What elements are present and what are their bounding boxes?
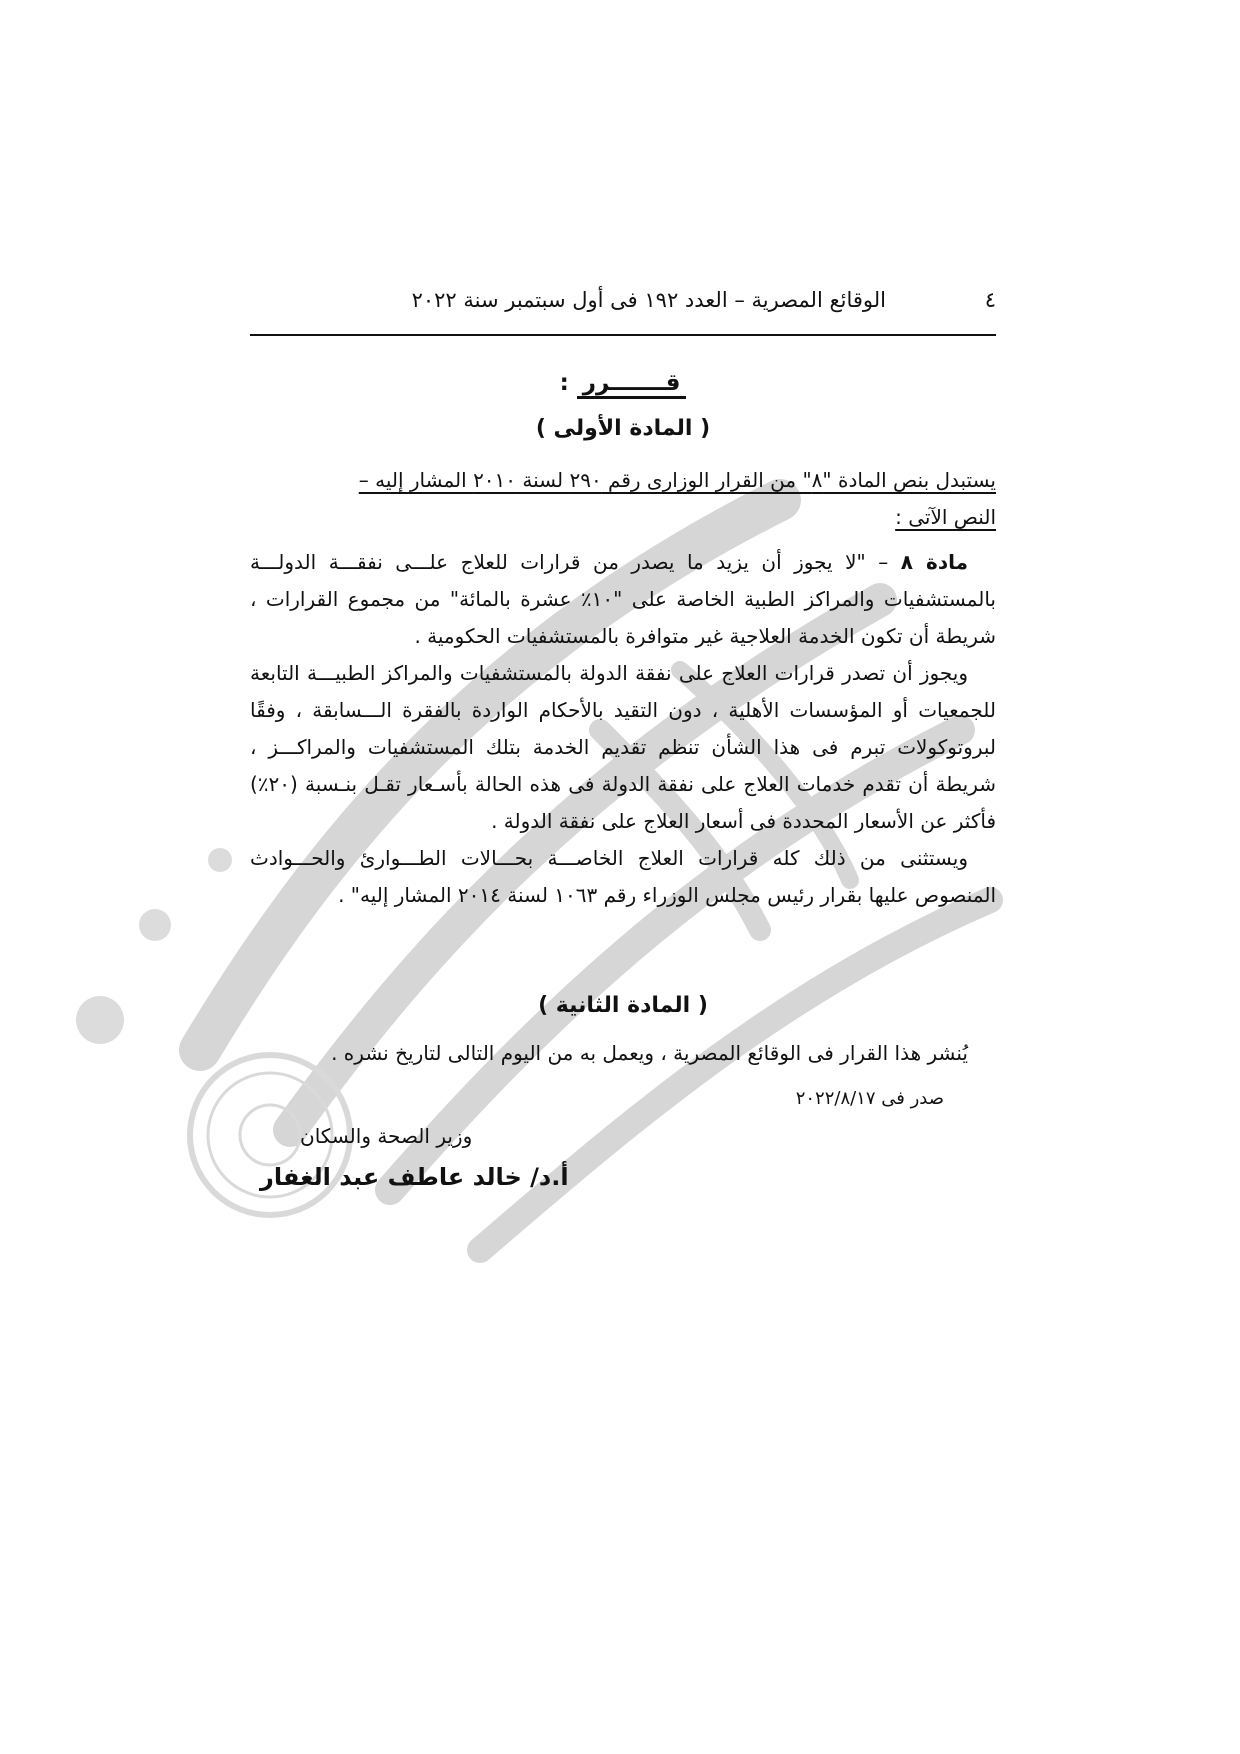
intro-line: النص الآتى : <box>895 505 996 529</box>
decision-word: قـــــــرر <box>577 370 687 399</box>
article-two-body <box>250 1035 996 1072</box>
body-paragraph: يُنشر هذا القرار فى الوقائع المصرية ، ويعمل به من اليوم التالى لتاريخ نشره . <box>331 1041 968 1065</box>
page-number: ٤ <box>984 288 996 312</box>
intro-line: يستبدل بنص المادة "٨" من القرار الوزارى رقم ٢٩٠ لسنة ٢٠١٠ المشار إليه – <box>358 468 996 492</box>
article-label: مادة ٨ <box>900 550 968 574</box>
body-paragraph: ويجوز أن تصدر قرارات العلاج على نفقة الدولة بالمستشفيات والمراكز الطبيـــة التابعة للجمعيات أو المؤسسات الأهلية ، دون التقيد بالأحكام الواردة بالفقرة الـــسابقة ، وفقًا لبروتوكولات تبرم فى هذا الشأن تنظم تقديم الخدمة بتلك المستشفيات والمراكـــز ، شريطة أن تقدم خدمات العلاج على نفقة الدولة فى هذه الحالة بأسـعار تقـل بنـسبة (٢٠٪) فأكثر عن الأسعار المحددة فى أسعار العلاج على نفقة الدولة . <box>250 661 996 833</box>
article-one-body <box>250 544 996 914</box>
article-one-intro <box>250 462 996 536</box>
decision-colon: : <box>559 370 569 396</box>
header-divider <box>250 334 996 336</box>
paragraph-text: – "لا يجوز أن يزيد ما يصدر من قرارات للعلاج علـــى نفقـــة الدولـــة بالمستشفيات والمراكز الطبية الخاصة على "١٠٪ عشرة بالمائة" من مجموع القرارات ، شريطة أن تكون الخدمة العلاجية غير متوافرة بالمستشفيات الحكومية . <box>250 550 996 648</box>
body-paragraph: ويستثنى من ذلك كله قرارات العلاج الخاصـــة بحـــالات الطـــوارئ والحـــوادث المنصوص عليها بقرار رئيس مجلس الوزراء رقم ١٠٦٣ لسنة ٢٠١٤ المشار إليه" . <box>250 846 996 907</box>
body-paragraph <box>250 544 996 655</box>
signatory-name: أ.د/ خالد عاطف عبد الغفار <box>260 1163 569 1191</box>
decision-heading <box>250 370 996 399</box>
issue-date: صدر فى ٢٠٢٢/٨/١٧ <box>795 1088 944 1109</box>
minister-title: وزير الصحة والسكان <box>300 1124 473 1148</box>
article-two-heading: ( المادة الثانية ) <box>538 993 708 1018</box>
gazette-issue-title: الوقائع المصرية – العدد ١٩٢ فى أول سبتمبر سنة ٢٠٢٢ <box>411 288 886 312</box>
article-one-heading: ( المادة الأولى ) <box>535 416 711 441</box>
page-header <box>250 286 996 326</box>
